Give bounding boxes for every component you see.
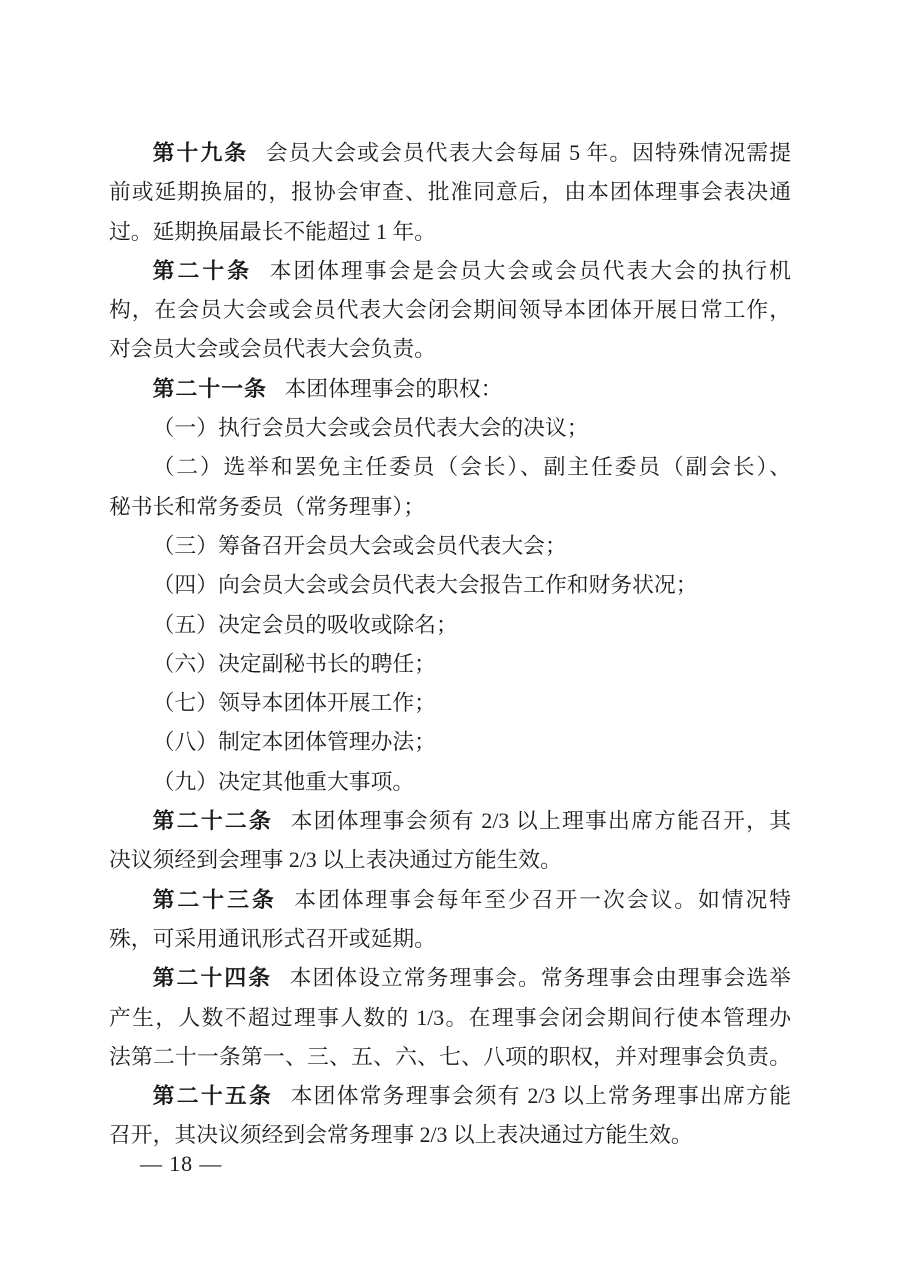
line-text: （八）制定本团体管理办法； bbox=[152, 730, 436, 755]
article-number: 第二十二条 bbox=[152, 809, 274, 834]
text-line bbox=[109, 920, 791, 959]
line-text: 对会员大会或会员代表大会负责。 bbox=[109, 337, 436, 362]
text-line bbox=[109, 959, 791, 998]
text-line bbox=[109, 841, 791, 880]
list-item-paragraph bbox=[109, 684, 791, 723]
text-line bbox=[109, 448, 791, 487]
text-line bbox=[109, 488, 791, 527]
text-line bbox=[109, 723, 791, 762]
list-item-paragraph bbox=[109, 566, 791, 605]
text-line bbox=[109, 134, 791, 173]
article-number: 第二十四条 bbox=[152, 966, 273, 991]
text-line bbox=[109, 566, 791, 605]
article-number: 第二十三条 bbox=[152, 887, 277, 912]
text-line bbox=[109, 330, 791, 369]
line-text: 会员大会或会员代表大会每届 5 年。因特殊情况需提 bbox=[265, 141, 791, 165]
line-text: 产生，人数不超过理事人数的 1/3。在理事会闭会期间行使本管理办 bbox=[109, 1005, 791, 1030]
text-line bbox=[109, 213, 791, 252]
text-line bbox=[109, 173, 791, 212]
list-item-paragraph bbox=[109, 606, 791, 645]
list-item-paragraph bbox=[109, 723, 791, 762]
list-item-paragraph bbox=[109, 409, 791, 448]
text-line bbox=[109, 684, 791, 723]
list-item-paragraph bbox=[109, 527, 791, 566]
article-number: 第二十一条 bbox=[152, 376, 268, 401]
article-number: 第二十五条 bbox=[152, 1084, 274, 1109]
article-number: 第二十条 bbox=[152, 258, 253, 283]
text-line bbox=[109, 1116, 791, 1155]
line-text: （二）选举和罢免主任委员（会长）、副主任委员（副会长）、 bbox=[152, 455, 791, 480]
article-paragraph bbox=[109, 959, 791, 1077]
line-text: 本团体理事会须有 2/3 以上理事出席方能召开，其 bbox=[290, 809, 791, 834]
line-text: 本团体理事会是会员大会或会员代表大会的执行机 bbox=[269, 258, 791, 283]
text-line bbox=[109, 881, 791, 920]
article-paragraph bbox=[109, 370, 791, 409]
line-text: 法第二十一条第一、三、五、六、七、八项的职权，并对理事会负责。 bbox=[109, 1044, 791, 1069]
line-text: 本团体理事会每年至少召开一次会议。如情况特 bbox=[294, 887, 791, 912]
text-line bbox=[109, 763, 791, 802]
line-text: （七）领导本团体开展工作； bbox=[152, 691, 436, 716]
text-line bbox=[109, 1077, 791, 1116]
text-line bbox=[109, 370, 791, 409]
line-text: 本团体常务理事会须有 2/3 以上常务理事出席方能 bbox=[290, 1084, 791, 1109]
text-line bbox=[109, 527, 791, 566]
article-number: 第十九条 bbox=[152, 141, 249, 165]
text-line bbox=[109, 409, 791, 448]
line-text: 前或延期换届的，报协会审查、批准同意后，由本团体理事会表决通 bbox=[109, 180, 791, 205]
line-text: （三）筹备召开会员大会或会员代表大会； bbox=[152, 533, 567, 558]
document-body bbox=[109, 134, 791, 1156]
text-line bbox=[109, 645, 791, 684]
line-text: （五）决定会员的吸收或除名； bbox=[152, 612, 458, 637]
list-item-paragraph bbox=[109, 448, 791, 527]
article-paragraph bbox=[109, 252, 791, 370]
line-text: 本团体理事会的职权： bbox=[284, 376, 503, 401]
line-text: 召开，其决议须经到会常务理事 2/3 以上表决通过方能生效。 bbox=[109, 1123, 693, 1148]
text-line bbox=[109, 606, 791, 645]
list-item-paragraph bbox=[109, 763, 791, 802]
article-paragraph bbox=[109, 134, 791, 252]
line-text: （六）决定副秘书长的聘任； bbox=[152, 651, 436, 676]
line-text: 过。延期换届最长不能超过 1 年。 bbox=[109, 219, 436, 244]
list-item-paragraph bbox=[109, 645, 791, 684]
line-text: 殊，可采用通讯形式召开或延期。 bbox=[109, 926, 436, 951]
line-text: （一）执行会员大会或会员代表大会的决议； bbox=[152, 416, 589, 441]
article-paragraph bbox=[109, 1077, 791, 1156]
text-line bbox=[109, 999, 791, 1038]
line-text: 决议须经到会理事 2/3 以上表决通过方能生效。 bbox=[109, 848, 562, 873]
line-text: 秘书长和常务委员（常务理事）； bbox=[109, 494, 426, 519]
text-line bbox=[109, 252, 791, 291]
line-text: 构，在会员大会或会员代表大会闭会期间领导本团体开展日常工作， bbox=[109, 298, 791, 323]
text-line bbox=[109, 1038, 791, 1077]
page-number: — 18 — bbox=[140, 1151, 223, 1176]
article-paragraph bbox=[109, 881, 791, 960]
line-text: 本团体设立常务理事会。常务理事会由理事会选举 bbox=[289, 966, 791, 991]
line-text: （四）向会员大会或会员代表大会报告工作和财务状况； bbox=[152, 573, 698, 598]
text-line bbox=[109, 802, 791, 841]
text-line bbox=[109, 291, 791, 330]
line-text: （九）决定其他重大事项。 bbox=[152, 769, 415, 794]
article-paragraph bbox=[109, 802, 791, 881]
